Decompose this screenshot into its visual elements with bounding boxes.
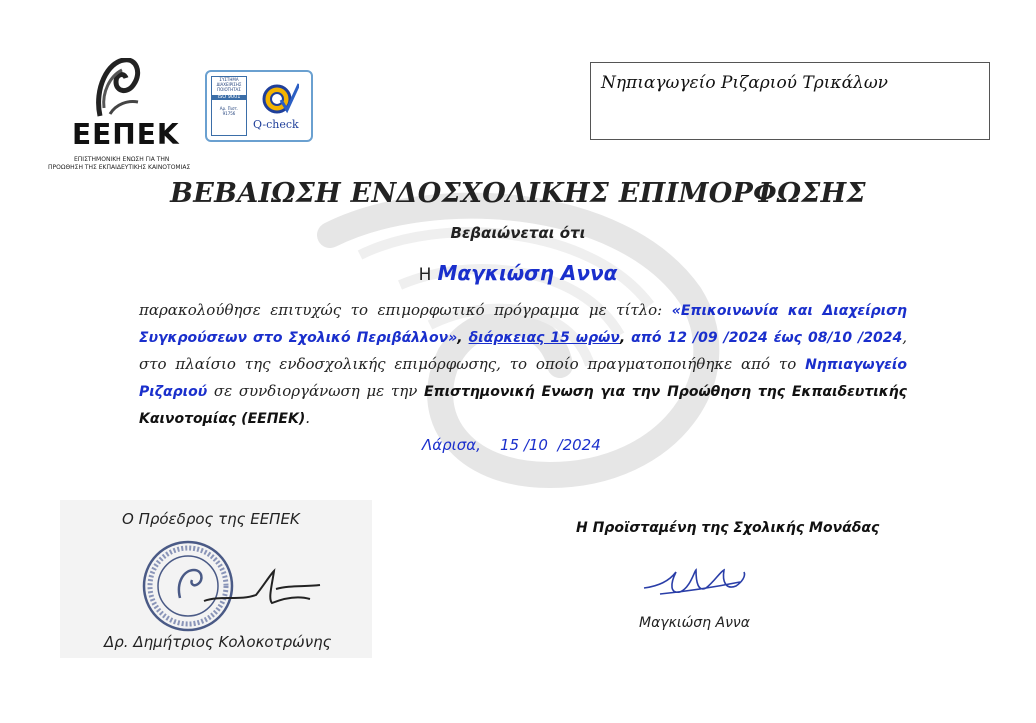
iso-certification-badge bbox=[205, 70, 313, 142]
head-teacher-signature bbox=[640, 558, 750, 608]
place-date: Λάρισα, 15 /10 /2024 bbox=[422, 436, 601, 454]
school-name: Νηπιαγωγείο Ριζαριού Τρικάλων bbox=[601, 73, 889, 93]
certify-line: Βεβαιώνεται ότι bbox=[450, 224, 586, 242]
q-check-icon bbox=[259, 80, 299, 116]
org-acronym: ΕΕΠΕΚ bbox=[72, 118, 180, 151]
president-signature bbox=[200, 565, 330, 615]
recipient-name: Μαγκιώση Αννα bbox=[437, 261, 618, 285]
president-title: Ο Πρόεδρος της ΕΕΠΕΚ bbox=[122, 510, 300, 528]
body-coorg: σε συνδιοργάνωση με την bbox=[207, 382, 424, 400]
badge-line-1: ΣΥΣΤΗΜΑ bbox=[219, 77, 239, 82]
program-title: «Επικοινωνία και Διαχείριση Συγκρούσεων στο Σχολικό Περιβάλλον» bbox=[139, 303, 908, 346]
head-teacher-title: Η Προϊσταμένη της Σχολικής Μονάδας bbox=[576, 520, 880, 536]
school-name-box bbox=[590, 62, 990, 140]
org-tagline-1: ΕΠΙΣΤΗΜΟΝΙΚΗ ΕΝΩΣΗ ΓΙΑ ΤΗΝ bbox=[74, 156, 170, 163]
president-name: Δρ. Δημήτριος Κολοκοτρώνης bbox=[104, 633, 332, 651]
badge-line-2: ΔΙΑΧΕΙΡΙΣΗΣ bbox=[216, 82, 242, 87]
head-teacher-name: Μαγκιώση Αννα bbox=[639, 615, 750, 631]
host-school: Νηπιαγωγείο Ριζαριού bbox=[139, 357, 907, 400]
certificate-body bbox=[139, 297, 907, 432]
body-middle: , στο πλαίσιο της ενδοσχολικής επιμόρφωσης, το οποίο πραγματοποιήθηκε από το bbox=[139, 328, 907, 373]
recipient bbox=[0, 261, 1036, 285]
nautilus-logo-icon bbox=[94, 58, 142, 120]
org-tagline-2: ΠΡΟΩΘΗΣΗ ΤΗΣ ΕΚΠΑΙΔΕΥΤΙΚΗΣ ΚΑΙΝΟΤΟΜΙΑΣ bbox=[48, 164, 191, 171]
body-end: . bbox=[305, 409, 311, 427]
body-sep-1: , bbox=[457, 330, 469, 346]
badge-line-3: ΠΟΙΟΤΗΤΑΣ bbox=[217, 87, 241, 92]
body-sep-2: , bbox=[619, 330, 632, 346]
program-dates: από 12 /09 /2024 έως 08/10 /2024 bbox=[631, 330, 903, 346]
badge-reg-no: 91756 bbox=[222, 111, 236, 116]
q-check-label: Q-check bbox=[253, 118, 299, 131]
eepek-logo bbox=[48, 58, 196, 176]
body-intro: παρακολούθησε επιτυχώς το επιμορφωτικό πρόγραμμα με τίτλο: bbox=[139, 301, 672, 319]
iso-standard: ISO 9001 bbox=[212, 95, 246, 100]
program-duration: διάρκειας 15 ωρών bbox=[468, 330, 620, 346]
certificate-title: ΒΕΒΑΙΩΣΗ ΕΝΔΟΣΧΟΛΙΚΗΣ ΕΠΙΜΟΡΦΩΣΗΣ bbox=[170, 178, 866, 209]
partner-org: Επιστημονική Ενωση για την Προώθηση της Εκπαιδευτικής Καινοτομίας (ΕΕΠΕΚ) bbox=[139, 384, 907, 427]
recipient-article: Η bbox=[418, 265, 432, 285]
badge-reg-label: Αρ. Πιστ. bbox=[219, 106, 239, 111]
iso-9001-box bbox=[211, 76, 247, 136]
